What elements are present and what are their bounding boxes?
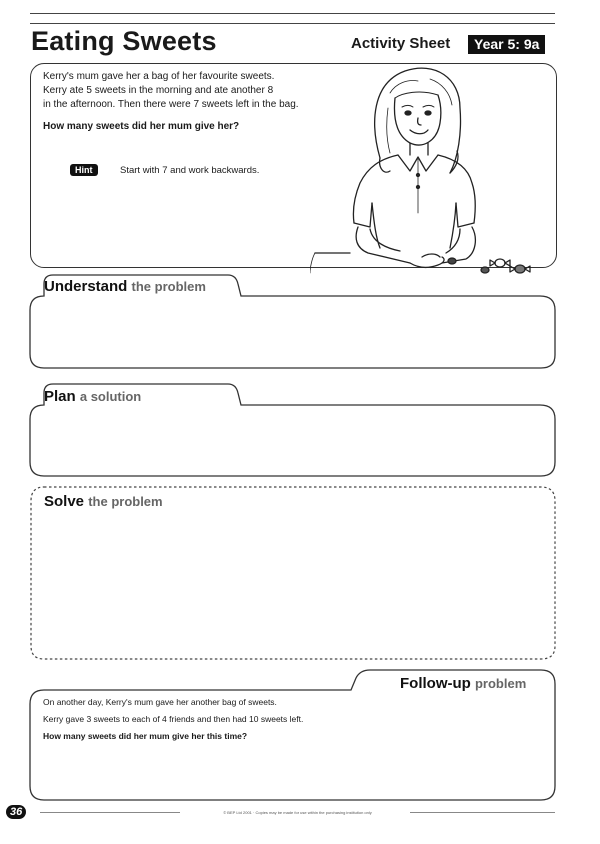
solve-frame [31,487,555,659]
followup-line: On another day, Kerry's mum gave her another bag of sweets. [43,697,277,707]
hint-badge: Hint [70,164,98,176]
solve-rest: the problem [88,494,163,509]
plan-bold: Plan [44,388,76,405]
followup-rest: problem [474,676,527,691]
problem-line: Kerry ate 5 sweets in the morning and ate another 8 [43,85,274,96]
solve-bold: Solve [44,493,85,510]
followup-text [43,694,523,745]
followup-heading [400,675,526,692]
understand-bold: Understand [44,278,128,295]
solve-heading [44,493,163,510]
problem-question: How many sweets did her mum give her? [43,121,240,132]
followup-question: How many sweets did her mum give her this time? [43,731,248,741]
hint-text: Start with 7 and work backwards. [120,165,260,176]
problem-line: Kerry's mum gave her a bag of her favourite sweets. [43,71,275,82]
understand-rest: the problem [131,279,206,294]
followup-line: Kerry gave 3 sweets to each of 4 friends and then had 10 sweets left. [43,714,304,724]
page-number: 36 [6,805,26,819]
plan-rest: a solution [79,389,142,404]
plan-heading [44,388,141,405]
footer-copyright: © BEP Ltd 2001 · Copies may be made for use within the purchasing institution only [223,810,372,815]
year-badge: Year 5: 9a [468,35,545,54]
activity-sheet-label: Activity Sheet [351,35,451,52]
followup-bold: Follow-up [400,675,471,692]
understand-heading [44,278,206,295]
problem-line: in the afternoon. Then there were 7 sweets left in the bag. [43,99,299,110]
page-title: Eating Sweets [31,26,217,56]
